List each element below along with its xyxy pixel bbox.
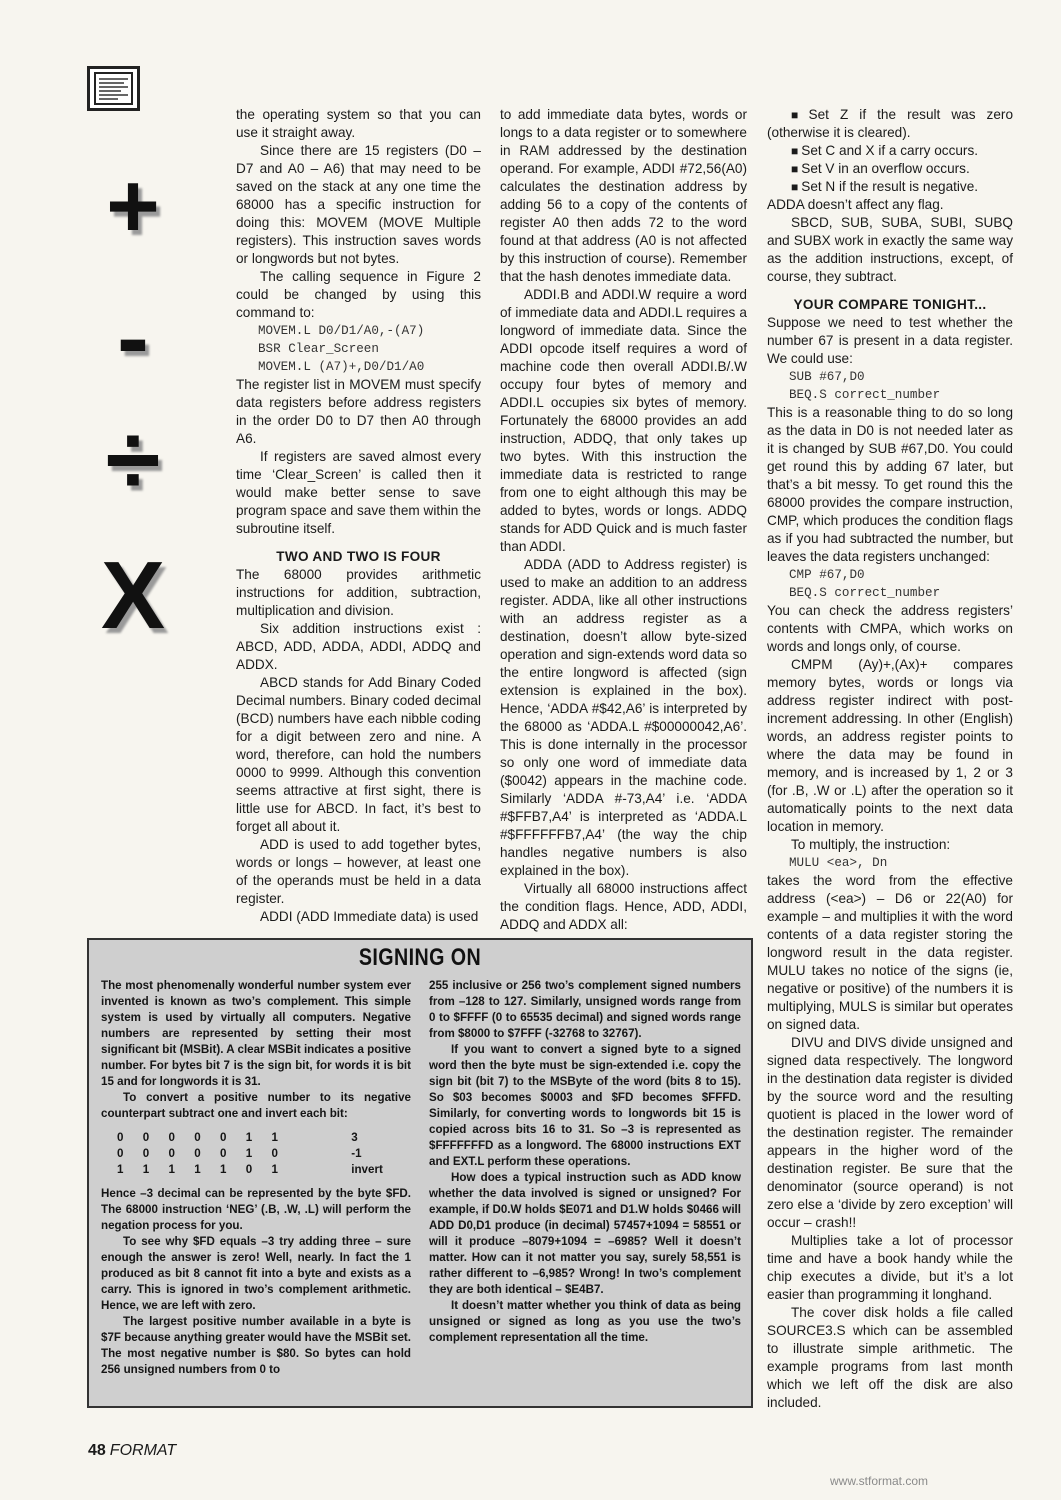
bit-cell: 0 [117,1147,124,1160]
paragraph: The largest positive number available in a byte is $7F because anything greater would have the MSBit set. The most negative number is $80. So bytes can hold 256 unsigned numbers from 0 to [101,1315,411,1376]
paragraph: the operating system so that you can use it straight away. [236,107,481,140]
plus-symbol: + [106,155,160,257]
bit-cell: 0 [117,1131,124,1144]
section-heading: TWO AND TWO IS FOUR [276,549,441,564]
bit-cell: 0 [245,1163,253,1176]
paragraph: SBCD, SUB, SUBA, SUBI, SUBQ and SUBX work in exactly the same way as the addition instructions, except, of course, they subtract. [767,215,1013,284]
paragraph: If registers are saved almost every time ‘Clear_Screen’ is called then it would make better sense to save program space and save them within the subroutine itself. [236,449,481,536]
paragraph: ABCD stands for Add Binary Coded Decimal numbers. Binary coded decimal (BCD) numbers have each nibble coding for a digit between zero and nine. A word, therefore, can hold the numbers 0000 to 9999. Although this convention seems attractive at first sight, there is little use for ABCD. In fact, it’s best to forget all about it. [236,675,481,834]
bit-cell: 1 [245,1131,253,1144]
section-heading: YOUR COMPARE TONIGHT... [793,297,987,312]
code-line: CMP #67,D0 [789,568,865,582]
code-line: BEQ.S correct_number [789,388,941,402]
paragraph: The cover disk holds a file called SOURCE3.S which can be assembled to illustrate simple arithmetic. The example programs from last month which we left off the disk are also included. [767,1305,1013,1410]
paragraph: ADDA (ADD to Address register) is used to make an addition to an address register. ADDA, like all other instructions with an address register as a destination, doesn’t allow byte-sized operation and sign-extends word data so the entire longword is affected (sign extension is explained in the box). Hence, ‘ADDA #$42,A6’ is interpreted by the 68000 as ‘ADDA.L #$00000042,A6’. This is done internally in the processor so only one word of immediate data ($0042) appears in the machine code. Similarly ‘ADDA #-73,A4’ i.e. ‘ADDA #$FFB7,A4’ is interpreted as ‘ADDA.L #$FFFFFFB7,A4’ (the way the chip handles negative numbers is also explained in the box). [500,557,747,878]
bit-cell: 1 [168,1163,175,1176]
bit-cell: 0 [220,1131,227,1144]
bit-cell: 1 [142,1163,150,1176]
bullet-text: Set Z if the result was zero (otherwise it is cleared). [767,107,1014,140]
bullet-item [767,142,1013,160]
bit-cell: 1 [220,1163,227,1176]
table-row [117,1130,411,1146]
times-symbol: X [100,542,166,649]
bullet-item [767,106,1013,142]
box-column-2 [429,978,741,1346]
code-line: MULU <ea>, Dn [789,856,888,870]
watermark-url: www.stformat.com [830,1474,929,1488]
bit-cell: 0 [168,1131,175,1144]
article-column-1 [236,106,481,926]
row-label: -1 [351,1147,362,1160]
page-number: 48 [88,1442,106,1459]
paragraph: 255 inclusive or 256 two’s complement signed numbers from –128 to 127. Similarly, unsigned words range from 0 to $FFFF (0 to 65535 decimal) and signed words range from $8000 to $7FFF (-32768 to 32767). [429,979,741,1040]
paragraph: Six addition instructions exist : ABCD, ADD, ADDA, ADDI, ADDQ and ADDX. [236,621,481,672]
paragraph: ADDI (ADD Immediate data) is used [260,909,479,924]
bullet-icon [791,161,801,176]
bullet-icon [791,107,809,122]
table-row [117,1146,411,1162]
bullet-item [767,178,1013,196]
paragraph: If you want to convert a signed byte to a signed word then the byte must be sign-extended i.e. copy the sign bit (bit 7) to the MSByte of the word (bits 8 to 15). So $03 becomes $0003 and $FD becomes $FFFD. Similarly, for converting words to longwords bit 15 is copied across bits 16 to 31. So –3 is represented as $FFFFFFFD as a longword. The 68000 instructions EXT and EXT.L perform these operations. [429,1043,741,1168]
bullet-text: Set N if the result is negative. [801,179,979,194]
table-row [117,1162,411,1178]
page-footer [88,1442,176,1460]
code-line: SUB #67,D0 [789,370,865,384]
bullet-icon [791,179,801,194]
divide-symbol: ÷ [105,404,161,516]
bullet-item [767,160,1013,178]
code-line: BSR Clear_Screen [258,342,379,356]
article-column-2 [500,106,747,934]
bullet-icon [791,143,801,158]
magazine-name: FORMAT [109,1442,177,1459]
code-line: BEQ.S correct_number [789,586,941,600]
bit-cell: 0 [194,1131,201,1144]
bit-cell: 0 [220,1147,227,1160]
bullet-text: Set C and X if a carry occurs. [801,143,979,158]
bit-table [117,1130,411,1178]
bit-cell: 1 [117,1163,124,1176]
article-column-3 [767,106,1013,1412]
bit-cell: 0 [194,1147,201,1160]
bit-cell: 1 [271,1131,278,1144]
box-column-1 [101,978,411,1378]
paragraph: to add immediate data bytes, words or longs to a data register or to somewhere in RAM addressed by the destination operand. For example, ADDI #72,56(A0) calculates the destination address by adding 56 to a copy of the contents of register A0 then adds 72 to the word found at that address (A0 is not affected by this instruction of course). Remember that the hash denotes immediate data. [500,107,747,284]
paragraph: DIVU and DIVS divide unsigned and signed data respectively. The longword in the destination data register is divided by the source word and the resulting quotient is placed in the lower word of the destination register. The remainder appears in the higher word of the destination register. Be sure that the denominator (source operand) is not zero else a ‘divide by zero exception’ will occur – crash!! [767,1035,1013,1230]
paragraph: You can check the address registers’ contents with CMPA, which works on words and longs only, of course. [767,603,1013,654]
paragraph: To multiply, the instruction: [791,837,951,852]
paragraph: Since there are 15 registers (D0 – D7 and A0 – A6) that may need to be saved on the stack at any one time the 68000 has a specific instruction for doing this: MOVEM (MOVE Multiple registers). This instruction saves words or longwords but not bytes. [236,143,481,266]
paragraph: It doesn’t matter whether you think of data as being unsigned or signed as long as you use the two’s complement representation all the time. [429,1299,741,1344]
bit-cell: 0 [142,1131,150,1144]
paragraph: Virtually all 68000 instructions affect the condition flags. Hence, ADD, ADDI, ADDQ and ADDX all: [500,881,747,932]
signing-on-box [87,938,753,1408]
paragraph: To convert a positive number to its negative counterpart subtract one and invert each bit: [101,1091,411,1120]
row-label: 3 [351,1131,358,1144]
row-label: invert [351,1163,383,1176]
bullet-text: Set V in an overflow occurs. [801,161,970,176]
bit-cell: 0 [271,1147,278,1160]
bit-cell: 1 [194,1163,201,1176]
paragraph: ADDI.B and ADDI.W require a word of immediate data and ADDI.L requires a longword of immediate data. Since the ADDI opcode itself requires a word of machine code then overall ADDI.B/.W occupy four bytes of memory and ADDI.L occupies six bytes of memory. Fortunately the 68000 provides an add instruction, ADDQ, that only takes up two bytes. With this instruction the immediate data is restricted to range from one to eight although this may be added to bytes, words or longs. ADDQ stands for ADD Quick and is much faster than ADDI. [500,287,747,554]
bit-cell: 0 [142,1147,150,1160]
paragraph: How does a typical instruction such as ADD know whether the data involved is signed or unsigned? For example, if D0.W holds $E071 and D1.W holds $0466 will ADD D0,D1 produce (in decimal) 57457+1094 = 58551 or will it produce –8079+1094 = –6985? Well it doesn’t matter. How can it not matter you say, surely 58,551 is rather different to –6,985? Wrong! In two’s complement they are both identical – $E4B7. [429,1171,741,1296]
bit-cell: 1 [245,1147,253,1160]
paragraph: Hence –3 decimal can be represented by the byte $FD. The 68000 instruction ‘NEG’ (.B, .W, .L) will perform the negation process for you. [101,1187,411,1232]
paragraph: The register list in MOVEM must specify data registers before address registers in the order D0 to D7 then A0 through A6. [236,377,481,446]
box-title: SIGNING ON [358,944,482,971]
code-line: MOVEM.L D0/D1/A0,-(A7) [258,324,425,338]
code-line: MOVEM.L (A7)+,D0/D1/A0 [258,360,425,374]
paragraph: The most phenomenally wonderful number system ever invented is known as two’s complement. This simple system is used by virtually all computers. Negative numbers are represented by setting their most significant bit (MSBit). A clear MSBit indicates a positive number. For bytes bit 7 is the sign bit, for words it is bit 15 and for longwords it is 31. [101,979,411,1088]
paragraph: ADDA doesn’t affect any flag. [767,197,944,212]
paragraph: To see why $FD equals –3 try adding three – sure enough the answer is zero! Well, nearly. In fact the 1 produced as bit 8 cannot fit into a byte and exists as a carry. This is ignored in two’s complement arithmetic. Hence, we are left with zero. [101,1235,411,1312]
paragraph: takes the word from the effective address (<ea>) – D6 or 22(A0) for example – and multiplies it with the word contents of a data register storing the longword result in the data register. MULU takes no notice of the signs (ie, negative or positive) of the numbers it is multiplying, MULS is similar but operates on signed data. [767,873,1013,1032]
paragraph: CMPM (Ay)+,(Ax)+ compares memory bytes, words or longs via address register indirect with post-increment addressing. In other (English) words, an address register points to where the data may be found in memory, and is increased by 1, 2 or 3 (for .B, .W or .L) after the operation so it automatically points to the next data location in memory. [767,657,1013,834]
paragraph: ADD is used to add together bytes, words or longs – however, at least one of the operands must be held in a data register. [236,837,481,906]
minus-symbol: - [117,284,149,391]
bit-cell: 0 [168,1147,175,1160]
paragraph: Multiplies take a lot of processor time and have a book handy while the chip executes a divide, but it’s a lot easier than programming it longhand. [767,1233,1013,1302]
paragraph: Suppose we need to test whether the number 67 is present in a data register. We could use: [767,315,1013,366]
document-icon [87,66,140,111]
paragraph: The 68000 provides arithmetic instructions for addition, subtraction, multiplication and division. [236,567,481,618]
paragraph: This is a reasonable thing to do so long as the data in D0 is not needed later as it is changed by SUB #67,D0. You could get round this by adding 67 later, but that’s a bit messy. To get round this the 68000 provides the compare instruction, CMP, which produces the condition flags as if you had subtracted the number, but leaves the data registers unchanged: [767,405,1013,564]
paragraph: The calling sequence in Figure 2 could be changed by using this command to: [236,269,481,320]
bit-cell: 1 [271,1163,278,1176]
